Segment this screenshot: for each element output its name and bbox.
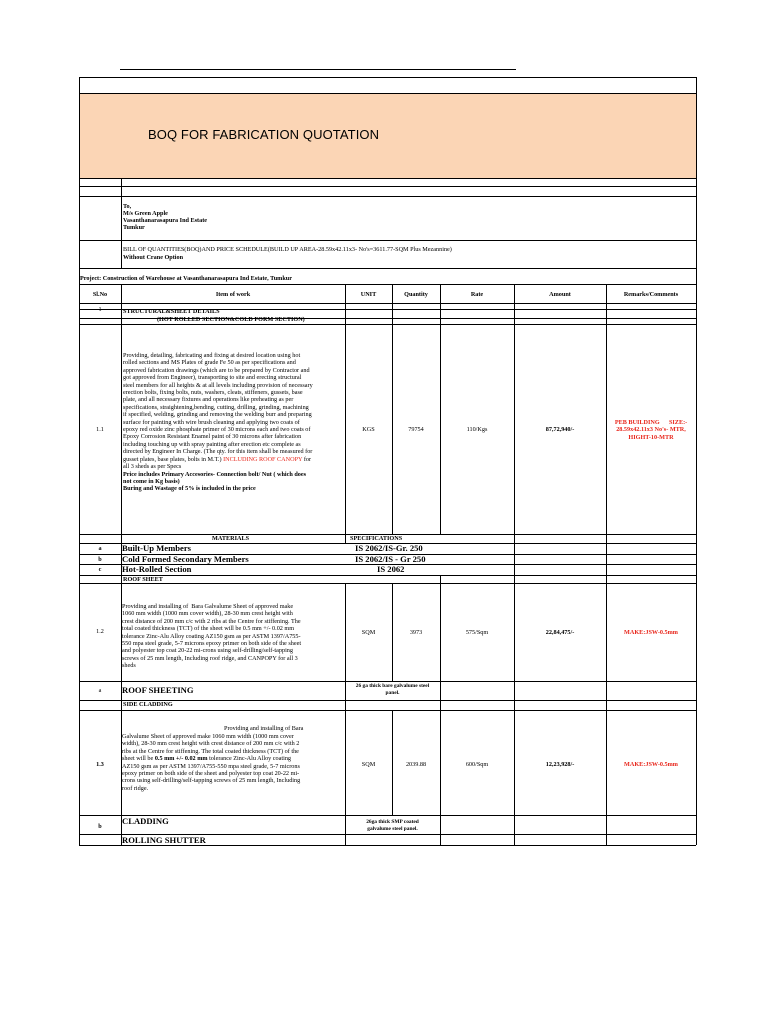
item-1-1-unit: KGS [362,426,375,433]
material-a-no: a [98,545,102,552]
material-c-name: Hot-Rolled Section [122,564,192,574]
materials-header: MATERIALS [212,535,250,542]
item-1-1-amount: 87,72,940/- [545,426,575,433]
bill-option: Without Crane Option [123,254,184,261]
item-1-3-number: 1.3 [96,761,104,768]
address-line2: Tumkur [123,224,145,231]
material-c-spec: IS 2062 [377,564,405,574]
cladding-no: b [98,823,102,830]
roof-sheeting-spec: 26 ga thick bare galvalume steel panel. [355,683,430,696]
item-1-1-price-note: Price includes Primary Accesories- Connection bolt/ Nut ( which does not come in Kg basis) Buring and Wastage of 5% is included in the price [123,470,307,493]
item-1-1-remarks: PEB BUILDING SIZE:- 28.59x42.11x3 No's- MTR, HIGHT-10-MTR [614,419,688,441]
header-remarks: Remarks/Comments [623,291,679,298]
item-1-3-description-first: Providing and installing of Bara [224,725,304,732]
roof-sheeting-name: ROOF SHEETING [122,685,194,695]
header-item: Item of work [215,291,251,298]
item-1-1-description: Providing, detailing, fabricating and fixing at desired location using hot rolled sections and MS Plates of grade Fe 50 as per specifications and approved fabrication drawings (which are to be prepared by Contractor and got approved from Engineer), transporting to site and erecting structural steel members for all heights & at all levels including provision of necessary erection bolts, fixing bolts, nuts, washers, cleats, stiffeners, gussets, base plate, and all necessary fixtures and operations like preheating as per specifications, straightening,bending, cutting, drilling, grinding, machining if specified, welding, grinding and removing the welding burr and preparing surface for painting with wire brush cleaning and applying two coats of epoxy red oxide zinc phosphate primer of 30 microns each and two coats of Epoxy Corrosion Resistant Enamel paint of 30 microns after fabrication including touching up with spray painting after erection etc complete as directed by Engineer In Charge. (The qty. for this item shall be measured for gusset plates, base plates, bolts in M.T.) INCLUDING ROOF CANOPY for all 3 sheds as per Specs Price includes Primary Accesories- Connection bolt/ Nut ( which does not come in Kg basis) Buring and Wastage of 5% is included in the price [123,352,313,493]
item-1-3-rate: 600/Sqm [465,761,489,768]
address-line1: Vasanthanarasapura Ind Estate [123,217,208,224]
header-amount: Amount [549,291,571,298]
material-b-no: b [98,556,102,563]
item-1-1-rate: 110/Kgs [466,426,488,433]
roof-sheeting-no: a [98,687,102,694]
section-title: STRUCTURAL&SHEET DETAILS [123,308,220,315]
item-1-2-amount: 22,84,475/- [545,629,575,636]
material-b-spec: IS 2062/IS - Gr 250 [355,554,426,564]
header-slno: Sl.No [92,291,108,298]
item-1-2-number: 1.2 [96,628,104,635]
address-to: To, [123,203,132,210]
specifications-header: SPECIFICATIONS [350,535,403,542]
material-a-spec: IS 2062/IS-Gr. 250 [355,543,423,553]
section-number: 1 [98,306,102,313]
material-b-name: Cold Formed Secondary Members [122,554,249,564]
header-quantity: Quantity [404,291,428,298]
item-1-3-description: Galvalume Sheet of approved make 1060 mm width (1000 mm cover width), 28-30 mm crest height with crest distance of 200 mm c/c with 2 ribs at the Centre for stiffening. The total coated thickness (TCT) of the sheet will be 0.5 mm +/- 0.02 mm tolerance Zinc-Alu Alloy coating AZ150 gsm as per ASTM 1397/A755-550 mpa steel grade, 5-7 microns epoxy primer on both side of the sheet and polyester top coat 20-22 mi- crons using self-drilling/self-tapping screws of 25 mm length, Including roof ridge. [122,733,301,792]
cladding-spec: 26ga thick SMP coated galvalume steel panel. [366,819,419,832]
item-1-3-thickness: 0.5 mm +/- 0.02 mm [154,755,208,763]
item-1-2-description: Providing and installing of Bara Galvalume Sheet of approved make 1060 mm width (1000 mm cover width), 28-30 mm crest height with crest distance of 200 mm c/c with 2 ribs at the Centre for stiffening. The total coated thickness (TCT) of the sheet will be 0.5 mm +/- 0.02 mm tolerance Zinc-Alu Alloy coating AZ150 gsm as per ASTM 1397/A755- 550 mpa steel grade, 5-7 microns epoxy primer on both side of the sheet and polyester top coat 20-22 mi-crons using self-drilling/self-tapping screws of 25 mm length, Including roof ridge, and CANPOPY for all 3 sheds [122,603,302,670]
material-c-no: c [98,566,102,573]
section-subtitle: (HOT ROLLED SECTION&COLD FORM SECTION) [157,316,305,323]
item-1-3-amount: 12,23,928/- [545,761,575,768]
item-1-2-rate: 575/Sqm [465,629,489,636]
material-a-name: Built-Up Members [122,543,191,553]
header-rate: Rate [470,291,484,298]
item-1-3-remarks: MAKE:JSW-0.5mm [624,761,678,768]
item-1-3-quantity: 2039.88 [405,761,427,768]
item-1-2-remarks: MAKE:JSW-0.5mm [624,629,678,636]
item-1-1-number: 1.1 [96,426,104,433]
project-title: Project: Construction of Warehouse at Vasanthanarasapura Ind Estate, Tumkur [80,275,292,282]
rolling-shutter-header: ROLLING SHUTTER [122,835,206,845]
bill-description: BILL OF QUANTITIES(BOQ)AND PRICE SCHEDULE(BUILD UP AREA-28.59x42.11x3- No's=3611.77-SQM Plus Mezannine) [123,246,452,253]
item-1-1-quantity: 79754 [408,426,424,433]
item-1-2-unit: SQM [361,629,376,636]
header-unit: UNIT [360,291,377,298]
item-1-3-unit: SQM [361,761,376,768]
cladding-name: CLADDING [122,816,169,826]
side-cladding-header: SIDE CLADDING [123,701,173,708]
address-name: M/s Green Apple [123,210,168,217]
item-1-2-quantity: 3973 [409,629,423,636]
roof-sheet-header: ROOF SHEET [123,576,163,583]
page-title: BOQ FOR FABRICATION QUOTATION [148,127,380,142]
item-1-1-canopy-note: INCLUDING ROOF CANOPY [221,455,303,463]
